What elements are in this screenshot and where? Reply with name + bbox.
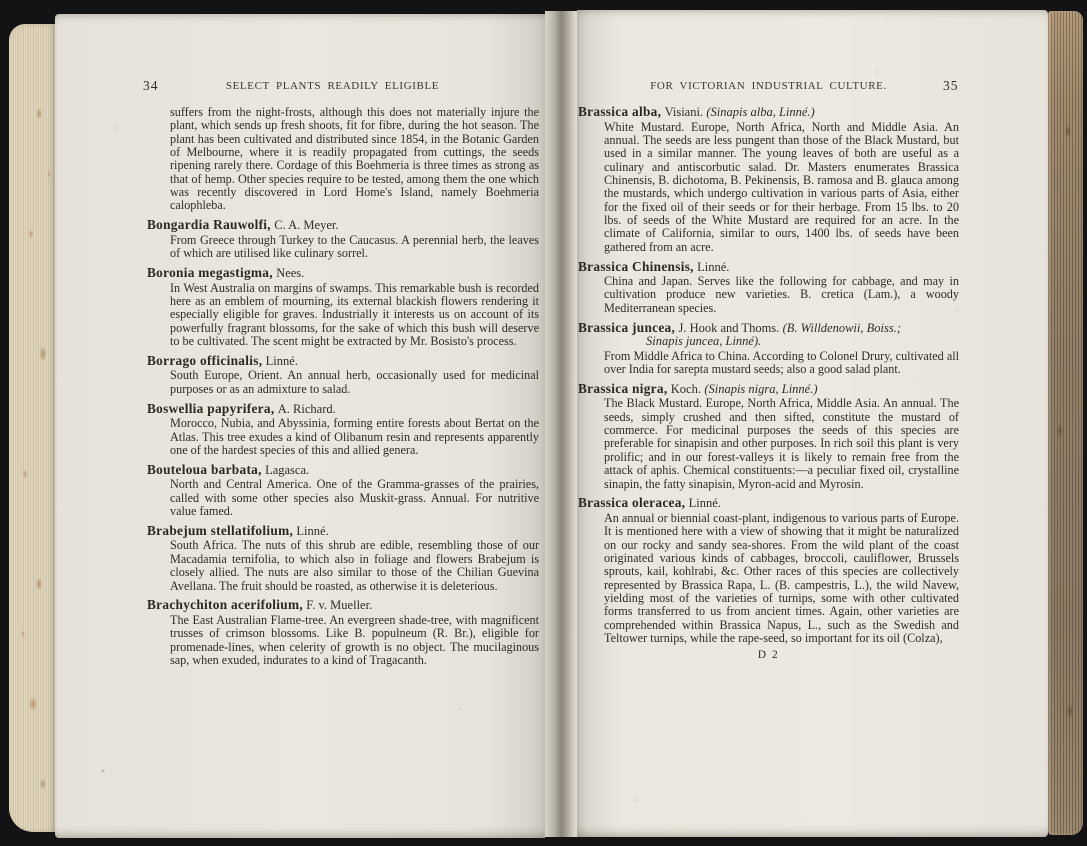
- species-heading: [578, 260, 959, 275]
- species-entry: [147, 352, 539, 396]
- species-entry: [578, 495, 959, 646]
- species-description: Morocco, Nubia, and Abyssinia, forming entire forests about Bertat on the Atlas. This tree exudes a kind of Olibanum resin and represents apparently one of the hardest species of this and allied genera.: [170, 416, 539, 457]
- species-name: Brassica nigra,: [578, 380, 668, 396]
- species-heading: [578, 382, 959, 397]
- intro-paragraph: suffers from the night-frosts, although this does not materially injure the plant, which sends up fresh shoots, fit for fibre, during the hot season. The plant has been cultivated and distributed since 1854, in the Botanic Garden of Melbourne, where it is readily propagated from cuttings, the seeds ripening rarely there. Cordage of this Boehmeria is three times as strong as that of hemp. Other species require to be tested, among them the one which was recently discovered in Lord Home's Island, namely Boehmeria calophleba.: [170, 105, 539, 213]
- species-heading: [578, 321, 959, 336]
- species-name: Borrago officinalis,: [147, 352, 263, 368]
- species-name: Brachychiton acerifolium,: [147, 597, 303, 613]
- species-description: White Mustard. Europe, North Africa, North and Middle Asia. An annual. The seeds are less pungent than those of the Black Mustard, but used in a similar manner. The young leaves of both are useful as a culinary and antiscorbutic salad. Dr. Masters enumerates Brassica Chinensis, B. dichotoma, B. Pekinensis, B. ramosa and B. glauca among the mustards, which undergo cultivation in various parts of Asia, either for the fixed oil of their seeds or for their herbage. From 15 lbs. to 20 lbs. of seeds of the White Mustard are required for an acre. In the climate of California, similar to ours, 1400 lbs. of seeds have been gathered from an acre.: [604, 119, 959, 254]
- species-description: The Black Mustard. Europe, North Africa, Middle Asia. An annual. The seeds, simply crushed and then sifted, constitute the mustard of commerce. For medicinal purposes the seeds of this species are preferable for sinapisin and other purposes. In rich soil this plant is very prolific; and in our forest-valleys it is likely to remain free from the attack of aphis. Chemical constituents:—a peculiar fixed oil, crystalline sinapin, the fatty sinapisin, Myron-acid and Myrosin.: [604, 396, 959, 491]
- species-authority: Linné.: [296, 523, 329, 538]
- species-name: Bouteloua barbata,: [147, 461, 262, 477]
- right-page-edges-stack: [1048, 11, 1083, 835]
- species-name: Boronia megastigma,: [147, 265, 273, 281]
- species-heading: [147, 266, 539, 281]
- species-description: In West Australia on margins of swamps. This remarkable bush is recorded here as an emblem of mourning, its external blackish flowers rendering it especially eligible for graves. Industrially it interests us on account of its powerfully fragrant blossoms, for the sake of which this bush will deserve to be cultivated. The scent might be extracted by Mr. Bosisto's process.: [170, 280, 539, 348]
- running-head-right: FOR VICTORIAN INDUSTRIAL CULTURE.: [650, 80, 887, 92]
- species-heading: [147, 463, 539, 478]
- species-synonym-continued: Sinapis juncea, Linné).: [646, 334, 762, 349]
- species-heading: [578, 105, 959, 120]
- species-heading: [147, 354, 539, 369]
- species-name: Boswellia papyrifera,: [147, 400, 275, 416]
- right-page: [577, 10, 1048, 837]
- species-entry: [147, 217, 539, 261]
- species-entry: [147, 461, 539, 519]
- signature-mark: D 2: [757, 648, 780, 661]
- species-description: From Middle Africa to China. According to Colonel Drury, cultivated all over India for sarepta mustard seeds; also a good salad plant.: [604, 348, 959, 376]
- species-description: From Greece through Turkey to the Caucasus. A perennial herb, the leaves of which are utilised like culinary sorrel.: [170, 232, 539, 261]
- species-synonym: (B. Willdenowii, Boiss.;: [782, 320, 902, 335]
- species-heading: [147, 524, 539, 539]
- species-authority: Koch.: [670, 381, 701, 396]
- species-name: Brassica juncea,: [578, 319, 676, 335]
- species-entry: [578, 319, 959, 377]
- species-authority: Visiani.: [664, 105, 704, 119]
- species-heading: [147, 598, 539, 613]
- left-page: [55, 14, 545, 838]
- species-synonym: (Sinapis nigra, Linné.): [704, 381, 818, 396]
- right-text-column: [578, 104, 959, 662]
- species-synonym: (Sinapis alba, Linné.): [706, 105, 815, 119]
- left-page-edges-stack: [9, 24, 55, 832]
- species-authority: Nees.: [276, 266, 305, 281]
- species-name: Brassica oleracea,: [578, 495, 686, 511]
- species-description: North and Central America. One of the Gramma-grasses of the prairies, called with some other species also Muskit-grass. Annual. For nutritive value famed.: [170, 477, 539, 519]
- species-entry: [147, 265, 539, 348]
- species-entry: [147, 400, 539, 458]
- species-authority: A. Richard.: [277, 401, 336, 416]
- species-description: South Africa. The nuts of this shrub are edible, resembling those of our Macadamia ternifolia, to which also in foliage and flowers Brabejum is closely allied. The nuts are also similar to those of the Chilian Guevina Avellana. The fruit should be roasted, as otherwise it is deleterious.: [170, 538, 539, 593]
- species-entry: [578, 380, 959, 491]
- species-name: Brassica Chinensis,: [578, 258, 694, 274]
- species-authority: J. Hook and Thoms.: [678, 320, 780, 335]
- species-heading: [578, 496, 959, 511]
- species-description: South Europe, Orient. An annual herb, occasionally used for medicinal purposes or as an admixture to salad.: [170, 368, 539, 396]
- species-name: Brassica alba,: [578, 104, 662, 119]
- species-description: An annual or biennial coast-plant, indigenous to various parts of Europe. It is mentioned here with a view of showing that it might be naturalized on our rocky and sandy sea-shores. From the wild plant of the coast originated various kinds of cabbages, broccoli, cauliflower, Brussels sprouts, kail, kohlrabi, &c. Other races of this species are collectively represented by Brassica Rapa, L. (B. campestris, L.), the wild Navew, yielding most of the varieties of turnips, some with other cultivated forms transferred to us from ancient times. Again, other varieties are comprehended within Brassica Napus, L., such as the Swedish and Teltower turnips, while the rape-seed, so important for its oil (Colza),: [604, 510, 959, 646]
- page-number-left: 34: [143, 78, 159, 93]
- species-authority: Linné.: [697, 259, 730, 274]
- species-entry: [578, 258, 959, 316]
- species-authority: Lagasca.: [265, 462, 310, 477]
- page-number-right: 35: [943, 78, 959, 93]
- book-gutter: [545, 11, 577, 837]
- left-text-column: [147, 105, 539, 667]
- species-description: China and Japan. Serves like the following for cabbage, and may in cultivation produce new varieties. B. cretica (Lam.), a woody Mediterranean species.: [604, 274, 959, 315]
- species-authority: C. A. Meyer.: [274, 218, 339, 233]
- species-entry: [578, 104, 959, 254]
- species-heading: [147, 402, 539, 417]
- species-entry: [147, 522, 539, 593]
- species-name: Brabejum stellatifolium,: [147, 522, 294, 538]
- species-authority: F. v. Mueller.: [306, 598, 373, 613]
- running-head-left: SELECT PLANTS READILY ELIGIBLE: [225, 80, 440, 92]
- species-heading: [147, 218, 539, 233]
- species-name: Bongardia Rauwolfi,: [147, 217, 271, 233]
- species-entry: [147, 597, 539, 667]
- species-authority: Linné.: [688, 496, 721, 511]
- species-description: The East Australian Flame-tree. An evergreen shade-tree, with magnificent trusses of crimson blossoms. Like B. populneum (R. Br.), eligible for promenade-lines, when celerity of growth is no object. The mucilaginous sap, when exuded, indurates to a kind of Tragacanth.: [170, 612, 539, 667]
- species-authority: Linné.: [265, 353, 298, 368]
